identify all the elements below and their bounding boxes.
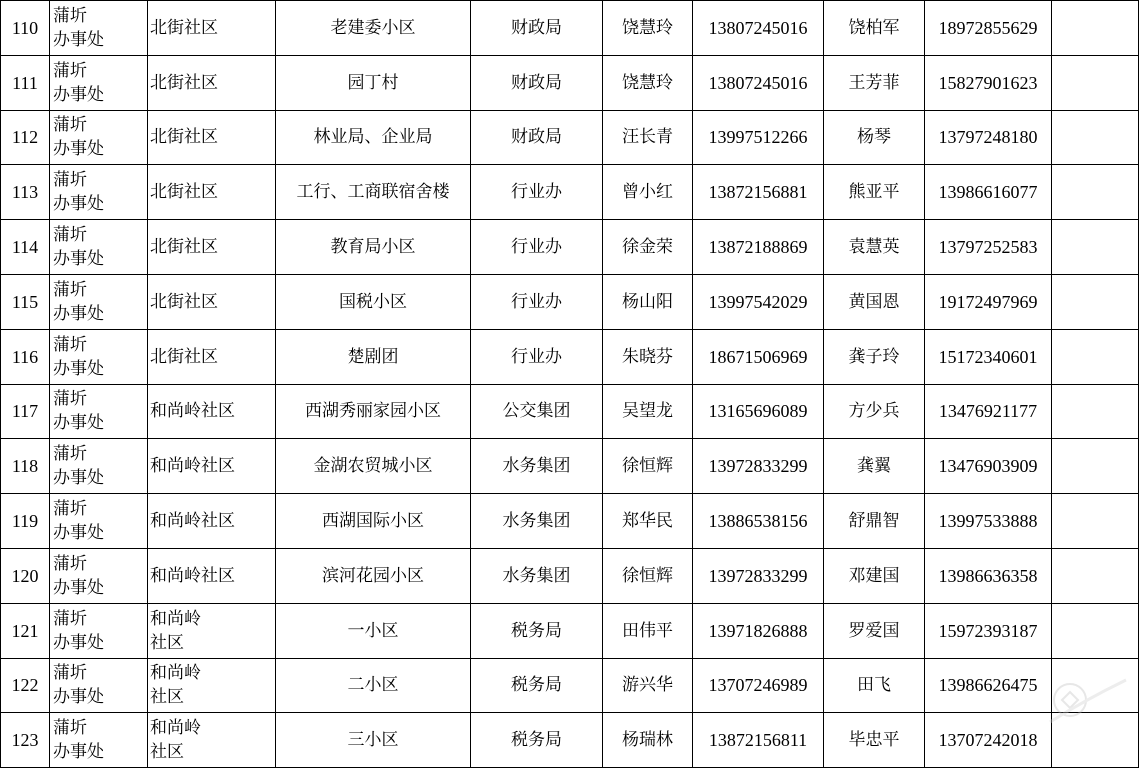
- leader-name-cell: 徐恒辉: [603, 439, 693, 494]
- street-office-cell: 蒲圻 办事处: [50, 548, 148, 603]
- responsible-unit-cell: 税务局: [471, 713, 603, 768]
- responsible-unit-cell: 财政局: [471, 55, 603, 110]
- contact-phone-cell: 19172497969: [925, 274, 1052, 329]
- leader-name-cell: 饶慧玲: [603, 55, 693, 110]
- row-number: 114: [1, 220, 50, 275]
- responsible-unit-cell: 税务局: [471, 658, 603, 713]
- leader-name-cell: 杨瑞林: [603, 713, 693, 768]
- row-number: 119: [1, 494, 50, 549]
- remarks-cell: [1052, 220, 1139, 275]
- street-office-cell: 蒲圻 办事处: [50, 384, 148, 439]
- row-number: 110: [1, 1, 50, 56]
- remarks-cell: [1052, 658, 1139, 713]
- leader-phone-cell: 13707246989: [693, 658, 824, 713]
- contact-phone-cell: 13797252583: [925, 220, 1052, 275]
- contact-name-cell: 邓建国: [824, 548, 925, 603]
- community-cell: 和尚岭社区: [148, 384, 276, 439]
- leader-phone-cell: 13972833299: [693, 439, 824, 494]
- community-cell: 北街社区: [148, 220, 276, 275]
- street-office-cell: 蒲圻 办事处: [50, 494, 148, 549]
- contact-name-cell: 熊亚平: [824, 165, 925, 220]
- table-body: [1, 1, 1139, 768]
- table-row: [1, 165, 1139, 220]
- leader-phone-cell: 13997542029: [693, 274, 824, 329]
- community-cell: 北街社区: [148, 55, 276, 110]
- estate-cell: 工行、工商联宿舍楼: [276, 165, 471, 220]
- table-row: [1, 274, 1139, 329]
- contact-name-cell: 袁慧英: [824, 220, 925, 275]
- contact-phone-cell: 13986616077: [925, 165, 1052, 220]
- community-cell: 和尚岭社区: [148, 548, 276, 603]
- responsible-unit-cell: 财政局: [471, 110, 603, 165]
- leader-name-cell: 游兴华: [603, 658, 693, 713]
- leader-name-cell: 杨山阳: [603, 274, 693, 329]
- table-row: [1, 110, 1139, 165]
- leader-phone-cell: 18671506969: [693, 329, 824, 384]
- remarks-cell: [1052, 329, 1139, 384]
- table-row: [1, 1, 1139, 56]
- responsible-unit-cell: 水务集团: [471, 494, 603, 549]
- remarks-cell: [1052, 1, 1139, 56]
- table-row: [1, 439, 1139, 494]
- remarks-cell: [1052, 55, 1139, 110]
- row-number: 118: [1, 439, 50, 494]
- community-cell: 北街社区: [148, 1, 276, 56]
- table-row: [1, 658, 1139, 713]
- community-cell: 和尚岭 社区: [148, 713, 276, 768]
- estate-cell: 西湖秀丽家园小区: [276, 384, 471, 439]
- remarks-cell: [1052, 110, 1139, 165]
- community-cell: 北街社区: [148, 110, 276, 165]
- table-row: [1, 329, 1139, 384]
- community-cell: 和尚岭 社区: [148, 603, 276, 658]
- responsible-unit-cell: 行业办: [471, 329, 603, 384]
- street-office-cell: 蒲圻 办事处: [50, 439, 148, 494]
- contact-name-cell: 毕忠平: [824, 713, 925, 768]
- leader-phone-cell: 13872156811: [693, 713, 824, 768]
- row-number: 123: [1, 713, 50, 768]
- contact-phone-cell: 13986626475: [925, 658, 1052, 713]
- leader-phone-cell: 13807245016: [693, 1, 824, 56]
- responsible-unit-cell: 水务集团: [471, 548, 603, 603]
- contact-name-cell: 舒鼎智: [824, 494, 925, 549]
- contact-phone-cell: 15972393187: [925, 603, 1052, 658]
- contact-phone-cell: 18972855629: [925, 1, 1052, 56]
- contact-phone-cell: 13997533888: [925, 494, 1052, 549]
- leader-name-cell: 朱晓芬: [603, 329, 693, 384]
- estate-cell: 老建委小区: [276, 1, 471, 56]
- table-row: [1, 384, 1139, 439]
- contact-name-cell: 黄国恩: [824, 274, 925, 329]
- contact-name-cell: 饶柏军: [824, 1, 925, 56]
- responsible-unit-cell: 水务集团: [471, 439, 603, 494]
- contact-phone-cell: 13476903909: [925, 439, 1052, 494]
- responsible-unit-cell: 财政局: [471, 1, 603, 56]
- street-office-cell: 蒲圻 办事处: [50, 713, 148, 768]
- community-cell: 北街社区: [148, 274, 276, 329]
- table-row: [1, 220, 1139, 275]
- contact-name-cell: 方少兵: [824, 384, 925, 439]
- remarks-cell: [1052, 603, 1139, 658]
- leader-name-cell: 吴望龙: [603, 384, 693, 439]
- street-office-cell: 蒲圻 办事处: [50, 603, 148, 658]
- community-cell: 北街社区: [148, 329, 276, 384]
- street-office-cell: 蒲圻 办事处: [50, 55, 148, 110]
- leader-name-cell: 饶慧玲: [603, 1, 693, 56]
- row-number: 113: [1, 165, 50, 220]
- contact-name-cell: 罗爱国: [824, 603, 925, 658]
- street-office-cell: 蒲圻 办事处: [50, 329, 148, 384]
- street-office-cell: 蒲圻 办事处: [50, 1, 148, 56]
- row-number: 111: [1, 55, 50, 110]
- contact-phone-cell: 13707242018: [925, 713, 1052, 768]
- leader-phone-cell: 13997512266: [693, 110, 824, 165]
- responsible-unit-cell: 行业办: [471, 165, 603, 220]
- leader-name-cell: 徐金荣: [603, 220, 693, 275]
- community-cell: 北街社区: [148, 165, 276, 220]
- estate-cell: 金湖农贸城小区: [276, 439, 471, 494]
- leader-phone-cell: 13971826888: [693, 603, 824, 658]
- leader-name-cell: 田伟平: [603, 603, 693, 658]
- street-office-cell: 蒲圻 办事处: [50, 110, 148, 165]
- row-number: 116: [1, 329, 50, 384]
- contact-name-cell: 龚翼: [824, 439, 925, 494]
- community-cell: 和尚岭社区: [148, 494, 276, 549]
- table-row: [1, 713, 1139, 768]
- leader-phone-cell: 13872156881: [693, 165, 824, 220]
- contact-phone-cell: 13476921177: [925, 384, 1052, 439]
- estate-cell: 教育局小区: [276, 220, 471, 275]
- street-office-cell: 蒲圻 办事处: [50, 658, 148, 713]
- street-office-cell: 蒲圻 办事处: [50, 165, 148, 220]
- estate-cell: 西湖国际小区: [276, 494, 471, 549]
- leader-name-cell: 汪长青: [603, 110, 693, 165]
- estate-cell: 二小区: [276, 658, 471, 713]
- community-cell: 和尚岭 社区: [148, 658, 276, 713]
- estate-cell: 国税小区: [276, 274, 471, 329]
- contact-phone-cell: 13986636358: [925, 548, 1052, 603]
- leader-phone-cell: 13807245016: [693, 55, 824, 110]
- contact-phone-cell: 15827901623: [925, 55, 1052, 110]
- contact-phone-cell: 15172340601: [925, 329, 1052, 384]
- row-number: 120: [1, 548, 50, 603]
- table-row: [1, 55, 1139, 110]
- estate-cell: 三小区: [276, 713, 471, 768]
- row-number: 121: [1, 603, 50, 658]
- street-office-cell: 蒲圻 办事处: [50, 220, 148, 275]
- remarks-cell: [1052, 274, 1139, 329]
- table-row: [1, 494, 1139, 549]
- remarks-cell: [1052, 713, 1139, 768]
- estate-cell: 林业局、企业局: [276, 110, 471, 165]
- row-number: 115: [1, 274, 50, 329]
- table-row: [1, 548, 1139, 603]
- leader-phone-cell: 13972833299: [693, 548, 824, 603]
- row-number: 117: [1, 384, 50, 439]
- leader-name-cell: 郑华民: [603, 494, 693, 549]
- estate-cell: 园丁村: [276, 55, 471, 110]
- leader-phone-cell: 13886538156: [693, 494, 824, 549]
- contact-name-cell: 王芳菲: [824, 55, 925, 110]
- responsible-unit-cell: 行业办: [471, 274, 603, 329]
- community-cell: 和尚岭社区: [148, 439, 276, 494]
- responsible-unit-cell: 税务局: [471, 603, 603, 658]
- contact-phone-cell: 13797248180: [925, 110, 1052, 165]
- estate-cell: 楚剧团: [276, 329, 471, 384]
- remarks-cell: [1052, 439, 1139, 494]
- leader-name-cell: 徐恒辉: [603, 548, 693, 603]
- contact-name-cell: 龚子玲: [824, 329, 925, 384]
- leader-phone-cell: 13165696089: [693, 384, 824, 439]
- remarks-cell: [1052, 494, 1139, 549]
- street-office-cell: 蒲圻 办事处: [50, 274, 148, 329]
- estate-cell: 滨河花园小区: [276, 548, 471, 603]
- contact-name-cell: 田飞: [824, 658, 925, 713]
- remarks-cell: [1052, 384, 1139, 439]
- leader-phone-cell: 13872188869: [693, 220, 824, 275]
- remarks-cell: [1052, 165, 1139, 220]
- responsible-unit-cell: 公交集团: [471, 384, 603, 439]
- row-number: 112: [1, 110, 50, 165]
- table-row: [1, 603, 1139, 658]
- responsible-unit-cell: 行业办: [471, 220, 603, 275]
- leader-name-cell: 曾小红: [603, 165, 693, 220]
- estate-cell: 一小区: [276, 603, 471, 658]
- remarks-cell: [1052, 548, 1139, 603]
- contact-name-cell: 杨琴: [824, 110, 925, 165]
- row-number: 122: [1, 658, 50, 713]
